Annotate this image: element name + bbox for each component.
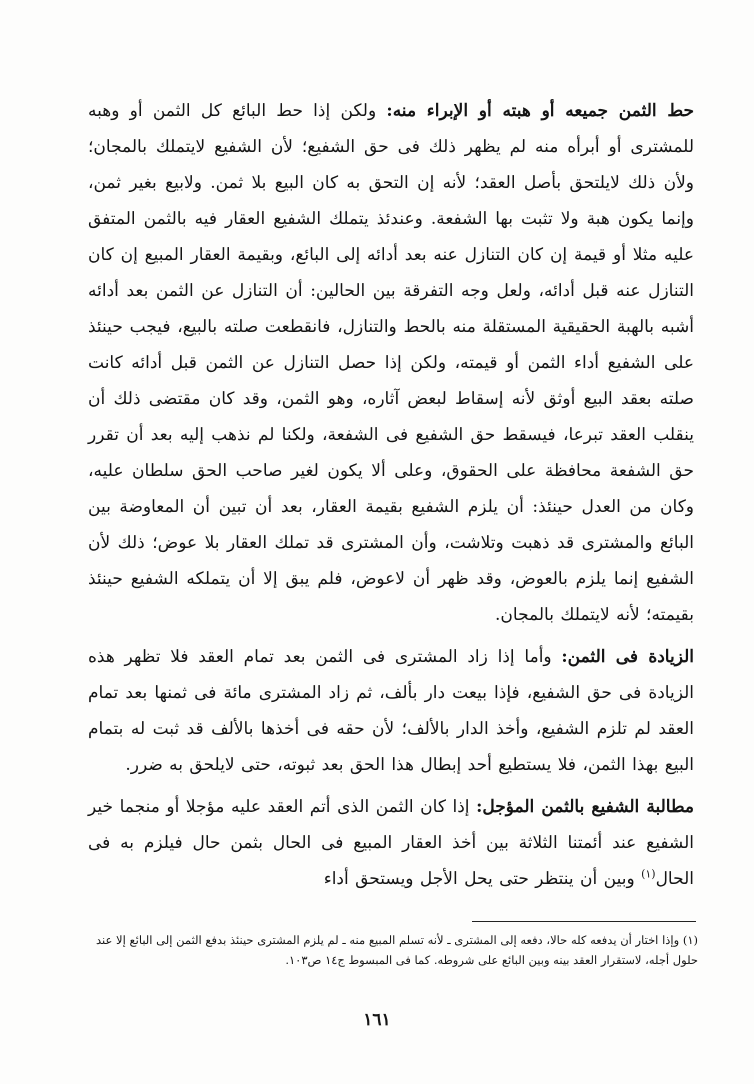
paragraph-price-discount xyxy=(88,93,694,633)
paragraph-body-deferred-price: إذا كان الثمن الذى أتم العقد عليه مؤجلا أو منجما خير الشفيع عند أئمتنا الثلاثة بين أخذ العقار المبيع فى الحال بثمن حال فيلزم به فى الحال xyxy=(88,797,694,889)
footnote-separator xyxy=(472,921,696,922)
paragraph-body-price-discount: ولكن إذا حط البائع كل الثمن أو وهبه للمشترى أو أبرأه منه لم يظهر ذلك فى حق الشفيع؛ لأن الشفيع لايتملك بالمجان؛ ولأن ذلك لايلتحق بأصل العقد؛ لأنه إن التحق به كان البيع بلا ثمن. ولابيع بغير ثمن، وإنما يكون هبة ولا تثبت بها الشفعة. وعندئذ يتملك الشفيع العقار فيه بالثمن المتفق عليه مثلا أو قيمة إن كان التنازل عنه بعد أدائه إلى البائع، وبقيمة العقار المبيع إن كان التنازل عنه قبل أدائه، ولعل وجه التفرقة بين الحالين: أن التنازل عن الثمن بعد أدائه أشبه بالهبة الحقيقية المستقلة منه بالحط والتنازل، فانقطعت صلته بالبيع، فيجب حينئذ على الشفيع أداء الثمن أو قيمته، ولكن إذا حصل التنازل عن الثمن قبل أدائه كانت صلته بعقد البيع أوثق لأنه إسقاط لبعض آثاره، وهو الثمن، وقد كان مقتضى ذلك أن ينقلب العقد تبرعا، فيسقط حق الشفيع فى الشفعة، ولكنا لم نذهب إليه بعد أن تقرر حق الشفعة محافظة على الحقوق، وعلى ألا يكون لغير صاحب الحق سلطان عليه، وكان من العدل حينئذ: أن يلزم الشفيع بقيمة العقار، بعد أن تبين أن المعاوضة بين البائع والمشترى قد ذهبت وتلاشت، وأن المشترى قد تملك العقار بلا عوض؛ ذلك لأن الشفيع إنما يلزم بالعوض، وقد ظهر أن لاعوض، فلم يبق إلا أن يتملكه الشفيع حينئذ بقيمته؛ لأنه لايتملك بالمجان. xyxy=(88,101,695,625)
main-text-block xyxy=(88,93,694,897)
paragraph-body-deferred-price-continued: وبين أن ينتظر حتى يحل الأجل ويستحق أداء xyxy=(323,869,635,889)
paragraph-price-increase xyxy=(88,639,694,783)
footnote-reference[interactable]: (١) xyxy=(641,867,656,881)
paragraph-body-price-increase: وأما إذا زاد المشترى فى الثمن بعد تمام العقد فلا تظهر هذه الزيادة فى حق الشفيع، فإذا بيعت دار بألف، ثم زاد المشترى مائة فى ثمنها بعد تمام العقد لم تلزم الشفيع، وأخذ الدار بالألف؛ لأن حقه فى أخذها بالألف قد ثبت له بتمام البيع بهذا الثمن، فلا يستطيع أحد إبطال هذا الحق بعد ثبوته، حتى لايلحق به ضرر. xyxy=(88,647,694,775)
page-number: ١٦١ xyxy=(363,1010,391,1030)
paragraph-heading-deferred-price: مطالبة الشفيع بالثمن المؤجل: xyxy=(476,797,695,817)
paragraph-heading-price-discount: حط الثمن جميعه أو هبته أو الإبراء منه: xyxy=(386,101,694,121)
footnote: (١) وإذا اختار أن يدفعه كله حالا، دفعه إلى المشترى ـ لأنه تسلم المبيع منه ـ لم يلزم المشترى حينئذ بدفع الثمن إلى البائع إلا عند حلول أجله، لاستقرار العقد بينه وبين البائع على شروطه. كما فى المبسوط ج١٤ ص١٠٣. xyxy=(96,933,698,967)
paragraph-heading-price-increase: الزيادة فى الثمن: xyxy=(561,647,694,667)
paragraph-deferred-price xyxy=(88,789,694,897)
